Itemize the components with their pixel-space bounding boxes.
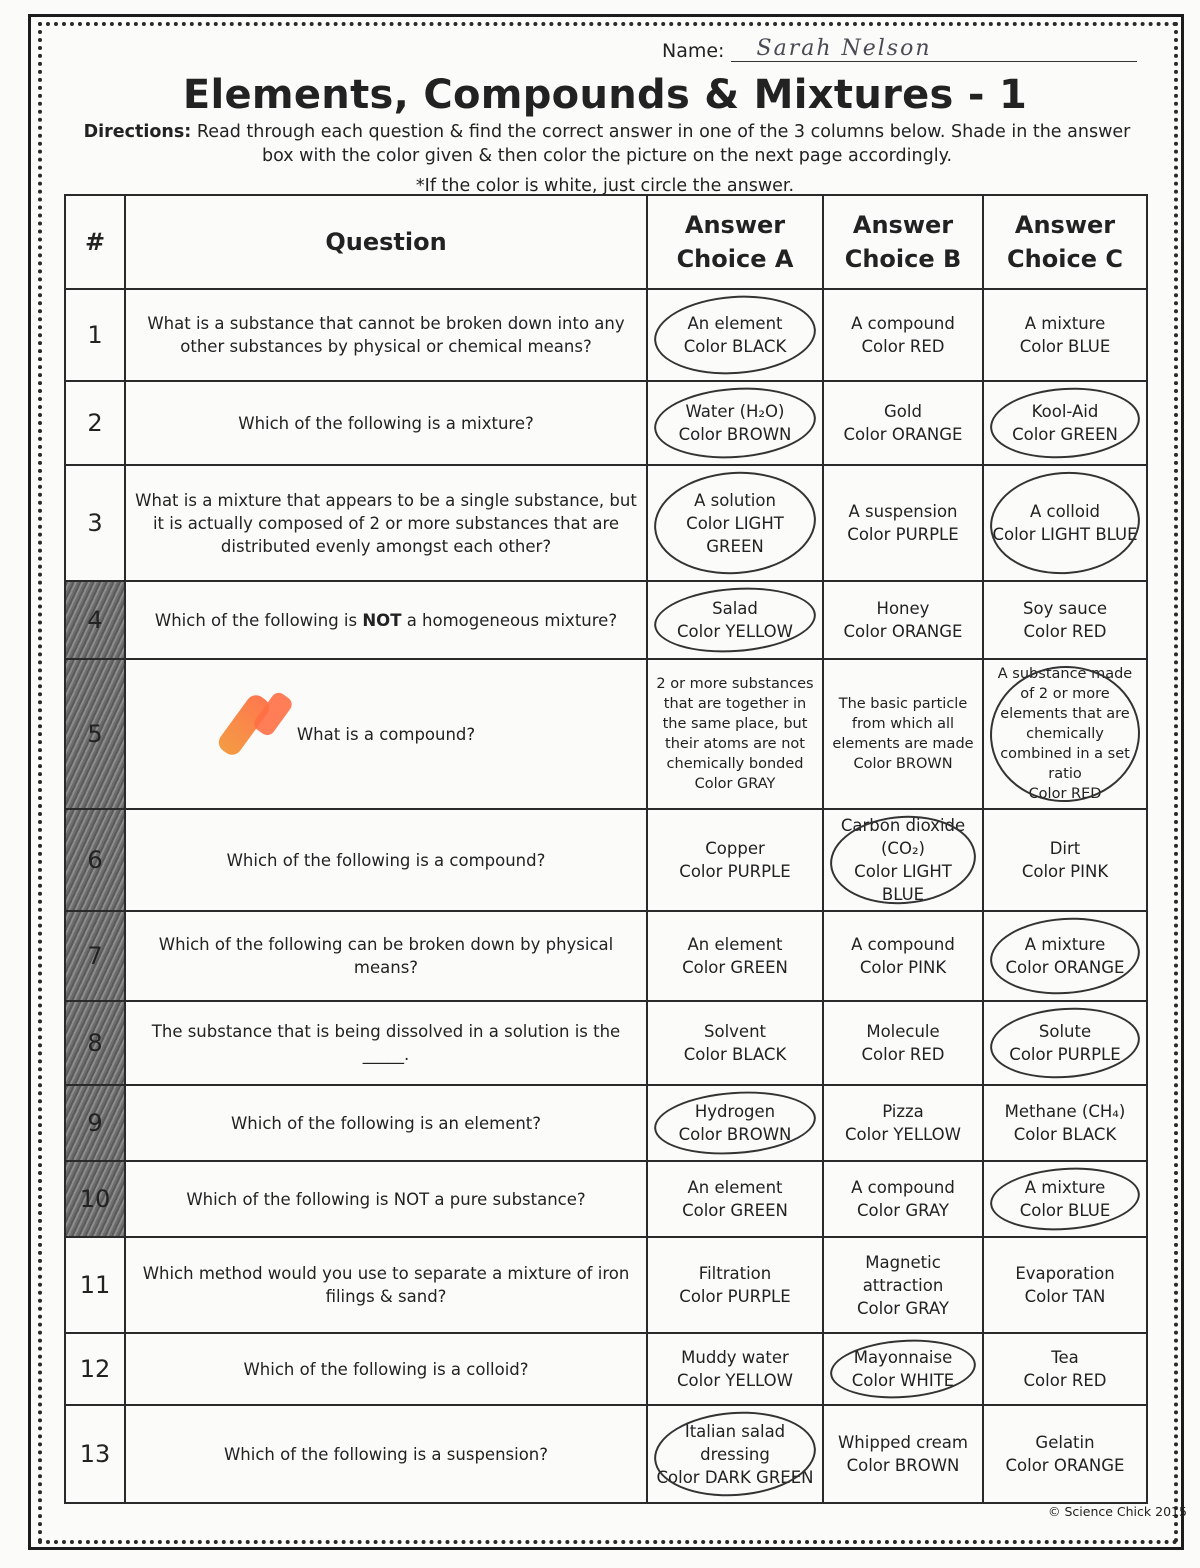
answer-text: Kool-Aid	[1031, 402, 1099, 421]
answer-a[interactable]	[647, 1161, 823, 1237]
answer-color: Color LIGHT BLUE	[992, 525, 1138, 544]
answer-color: Color RED	[1023, 622, 1107, 641]
answer-text: A mixture	[1024, 935, 1106, 954]
answer-text: The basic particle from which all elements are made	[832, 696, 974, 752]
answer-b[interactable]	[823, 381, 983, 465]
answer-c[interactable]	[983, 1405, 1147, 1503]
question-text-pre: Which of the following is	[154, 610, 363, 630]
answer-a[interactable]	[647, 465, 823, 581]
question-number: 12	[65, 1333, 125, 1405]
answer-color: Color RED	[1023, 1371, 1107, 1390]
question-text: The substance that is being dissolved in a solution is the _____.	[125, 1001, 647, 1085]
question-text: Which method would you use to separate a mixture of iron filings & sand?	[125, 1237, 647, 1333]
answer-a[interactable]	[647, 289, 823, 381]
question-number: 3	[65, 465, 125, 581]
answer-a[interactable]	[647, 1085, 823, 1161]
answer-a[interactable]	[647, 1405, 823, 1503]
answer-text: Solvent	[704, 1022, 766, 1041]
answer-text: Soy sauce	[1023, 599, 1107, 618]
answer-text: A solution	[694, 490, 776, 510]
answer-b[interactable]	[823, 1001, 983, 1085]
answer-text: Pizza	[882, 1102, 924, 1121]
answer-color: Color ORANGE	[843, 622, 963, 641]
answer-text: An element	[687, 314, 783, 333]
answer-a[interactable]	[647, 659, 823, 809]
question-text	[125, 581, 647, 659]
answer-text: Methane (CH₄)	[1004, 1102, 1126, 1121]
answer-color: Color GREEN	[1012, 425, 1118, 444]
answer-color: Color YELLOW	[677, 1371, 793, 1390]
answer-text: Whipped cream	[837, 1433, 968, 1452]
table-row	[65, 1161, 1147, 1237]
question-number: 9	[65, 1085, 125, 1161]
answer-text: Filtration	[698, 1264, 772, 1283]
header-question: Question	[125, 195, 647, 289]
answer-color: Color BROWN	[678, 425, 792, 444]
answer-b[interactable]	[823, 1405, 983, 1503]
answer-text: A mixture	[1024, 1178, 1106, 1197]
directions-label: Directions:	[83, 122, 192, 142]
answer-b[interactable]	[823, 809, 983, 911]
question-number: 13	[65, 1405, 125, 1503]
answer-color: Color ORANGE	[843, 425, 963, 444]
question-number: 6	[65, 809, 125, 911]
answer-text: Copper	[705, 839, 765, 858]
directions	[82, 120, 1132, 168]
question-number: 5	[65, 659, 125, 809]
question-text: What is a mixture that appears to be a single substance, but it is actually composed of 2 or more substances that are distributed evenly amongst each other?	[125, 465, 647, 581]
answer-text: Mayonnaise	[853, 1348, 953, 1367]
table-row	[65, 1405, 1147, 1503]
answer-c[interactable]	[983, 381, 1147, 465]
question-number: 4	[65, 581, 125, 659]
answer-text: Tea	[1051, 1348, 1079, 1367]
answer-text: A compound	[851, 935, 955, 954]
answer-text: Italian salad dressing	[684, 1421, 786, 1464]
question-text: Which of the following is NOT a pure substance?	[125, 1161, 647, 1237]
answer-color: Color BLUE	[1019, 337, 1111, 356]
answer-color: Color GREEN	[682, 1201, 788, 1220]
answer-text: Magnetic attraction	[862, 1252, 944, 1295]
header-row	[65, 195, 1147, 289]
table-row	[65, 809, 1147, 911]
answer-b[interactable]	[823, 1333, 983, 1405]
answer-color: Color BLACK	[683, 1045, 787, 1064]
answer-c[interactable]	[983, 1085, 1147, 1161]
answer-color: Color PINK	[1021, 862, 1109, 881]
answer-color: Color LIGHT BLUE	[854, 862, 952, 904]
answer-text: Molecule	[866, 1022, 940, 1041]
answer-text: A suspension	[848, 502, 958, 521]
question-number: 11	[65, 1237, 125, 1333]
directions-text: Read through each question & find the correct answer in one of the 3 columns below. Shade in the answer box with the color given & then color the picture on the next page accordingly.	[191, 122, 1131, 166]
answer-b[interactable]	[823, 581, 983, 659]
answer-color: Color WHITE	[851, 1371, 955, 1390]
answer-c[interactable]	[983, 1161, 1147, 1237]
answer-c[interactable]	[983, 1237, 1147, 1333]
answer-color: Color RED	[861, 1045, 945, 1064]
question-text-post: a homogeneous mixture?	[401, 610, 618, 630]
answer-text: A mixture	[1024, 314, 1106, 333]
answer-color: Color BLACK	[683, 337, 787, 356]
header-num: #	[65, 195, 125, 289]
answer-color: Color BLUE	[1019, 1201, 1111, 1220]
answer-text: A colloid	[1029, 502, 1101, 521]
answer-b[interactable]	[823, 659, 983, 809]
answer-color: Color ORANGE	[1005, 958, 1125, 977]
answer-color: Color PURPLE	[847, 525, 959, 544]
table-row	[65, 1237, 1147, 1333]
answer-text: A substance made of 2 or more elements that are chemically combined in a set ratio	[997, 666, 1133, 782]
answer-b[interactable]	[823, 1237, 983, 1333]
answer-text: A compound	[851, 314, 955, 333]
answer-color: Color GREEN	[682, 958, 788, 977]
answer-color: Color GRAY	[857, 1201, 949, 1220]
answer-text: Gelatin	[1035, 1433, 1095, 1452]
answer-color: Color YELLOW	[677, 622, 793, 641]
answer-text: Muddy water	[681, 1348, 789, 1367]
answer-color: Color GRAY	[857, 1298, 949, 1318]
table-row	[65, 465, 1147, 581]
answer-b[interactable]	[823, 911, 983, 1001]
name-value[interactable]: Sarah Nelson	[731, 36, 1137, 62]
answer-b[interactable]	[823, 465, 983, 581]
answer-color: Color RED	[861, 337, 945, 356]
answer-c[interactable]	[983, 465, 1147, 581]
answer-text: An element	[687, 1178, 783, 1197]
copyright: © Science Chick 2015	[1048, 1504, 1187, 1519]
answer-color: Color ORANGE	[1005, 1456, 1125, 1475]
question-text: Which of the following is a mixture?	[125, 381, 647, 465]
answer-a[interactable]	[647, 1333, 823, 1405]
answer-c[interactable]	[983, 289, 1147, 381]
answer-c[interactable]	[983, 1001, 1147, 1085]
answer-text: Hydrogen	[694, 1102, 776, 1121]
answer-color: Color PURPLE	[1009, 1045, 1121, 1064]
name-label: Name:	[662, 40, 725, 62]
question-number: 10	[65, 1161, 125, 1237]
table-row	[65, 581, 1147, 659]
answer-color: Color DARK GREEN	[656, 1467, 814, 1487]
answer-color: Color BROWN	[678, 1125, 792, 1144]
answer-c[interactable]	[983, 1333, 1147, 1405]
answer-b[interactable]	[823, 1085, 983, 1161]
worksheet-title: Elements, Compounds & Mixtures - 1	[182, 72, 1028, 118]
answer-a[interactable]	[647, 1237, 823, 1333]
question-text: Which of the following is a compound?	[125, 809, 647, 911]
answer-color: Color TAN	[1024, 1287, 1106, 1306]
white-color-note: *If the color is white, just circle the answer.	[415, 176, 795, 196]
answer-text: Water (H₂O)	[685, 402, 785, 421]
answer-text: Honey	[876, 599, 930, 618]
answer-color: Color BROWN	[853, 756, 953, 772]
table-row	[65, 1001, 1147, 1085]
answer-color: Color LIGHT GREEN	[686, 513, 784, 556]
question-number: 2	[65, 381, 125, 465]
question-number: 7	[65, 911, 125, 1001]
answer-text: Evaporation	[1015, 1264, 1115, 1283]
table-row	[65, 1333, 1147, 1405]
question-text: What is a compound?	[125, 659, 647, 809]
answer-text: 2 or more substances that are together in the same place, but their atoms are not chemically bonded	[656, 676, 814, 772]
answer-color: Color GRAY	[694, 776, 776, 792]
table-row	[65, 381, 1147, 465]
answer-color: Color YELLOW	[845, 1125, 961, 1144]
answer-text: Gold	[884, 402, 922, 421]
answer-color: Color PURPLE	[679, 862, 791, 881]
answer-color: Color RED	[1028, 786, 1102, 802]
name-field[interactable]	[662, 36, 1137, 62]
question-text: Which of the following can be broken down by physical means?	[125, 911, 647, 1001]
answer-text: Dirt	[1049, 839, 1081, 858]
question-text: Which of the following is a suspension?	[125, 1405, 647, 1503]
answer-c[interactable]	[983, 659, 1147, 809]
answer-text: An element	[687, 935, 783, 954]
answer-color: Color PURPLE	[679, 1287, 791, 1306]
answer-a[interactable]	[647, 381, 823, 465]
answer-text: Solute	[1038, 1022, 1092, 1041]
table-row	[65, 289, 1147, 381]
answer-text: Carbon dioxide (CO₂)	[840, 816, 966, 858]
question-number: 8	[65, 1001, 125, 1085]
answer-color: Color PINK	[859, 958, 947, 977]
answer-text: A compound	[851, 1178, 955, 1197]
answer-c[interactable]	[983, 809, 1147, 911]
answer-b[interactable]	[823, 1161, 983, 1237]
table-row	[65, 911, 1147, 1001]
answer-b[interactable]	[823, 289, 983, 381]
answer-text: Salad	[712, 599, 758, 618]
answer-c[interactable]	[983, 581, 1147, 659]
question-text: What is a substance that cannot be broken down into any other substances by physical or chemical means?	[125, 289, 647, 381]
answer-color: Color BROWN	[846, 1456, 960, 1475]
header-choice-a: Answer Choice A	[647, 195, 823, 289]
answer-a[interactable]	[647, 809, 823, 911]
table-row	[65, 1085, 1147, 1161]
header-choice-b: Answer Choice B	[823, 195, 983, 289]
answer-a[interactable]	[647, 1001, 823, 1085]
answer-a[interactable]	[647, 581, 823, 659]
question-text-bold: NOT	[362, 610, 402, 630]
question-table	[64, 194, 1148, 1504]
answer-a[interactable]	[647, 911, 823, 1001]
question-text: Which of the following is a colloid?	[125, 1333, 647, 1405]
question-number: 1	[65, 289, 125, 381]
header-choice-c: Answer Choice C	[983, 195, 1147, 289]
question-text: Which of the following is an element?	[125, 1085, 647, 1161]
answer-color: Color BLACK	[1013, 1125, 1117, 1144]
answer-c[interactable]	[983, 911, 1147, 1001]
